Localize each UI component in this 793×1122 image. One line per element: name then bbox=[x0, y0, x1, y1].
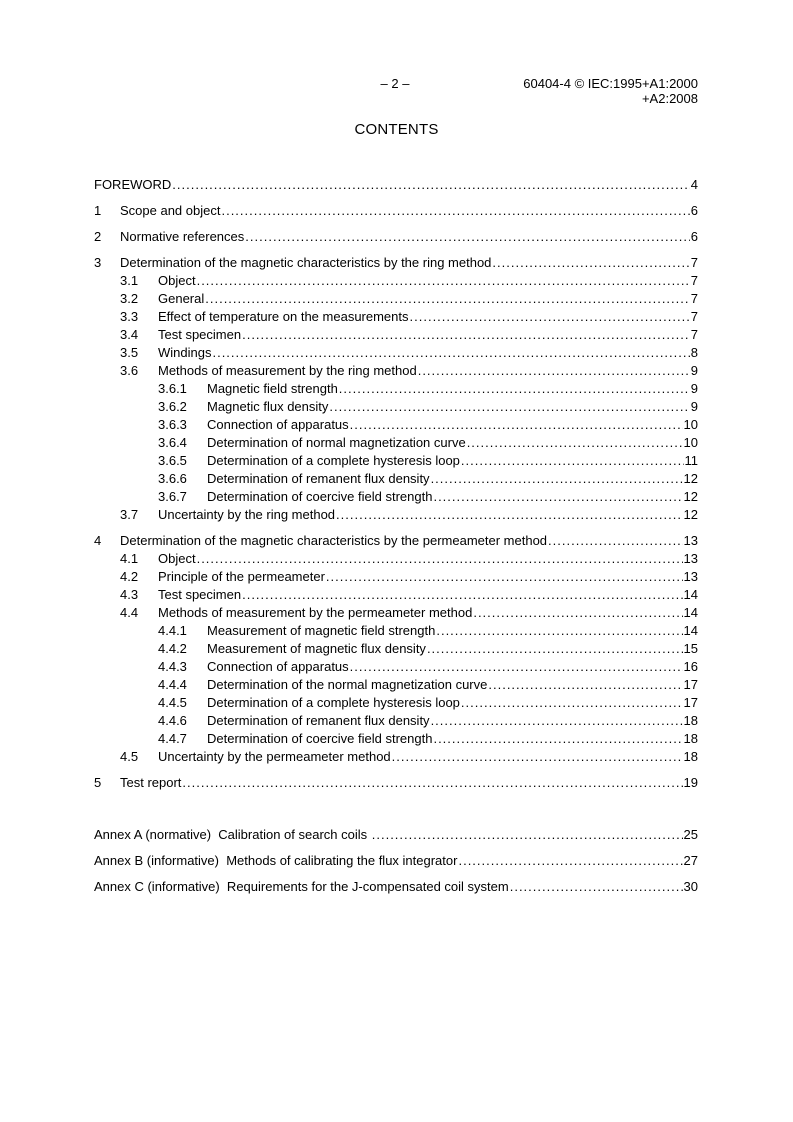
toc-title: Annex C (informative) Requirements for the J-compensated coil system bbox=[94, 879, 509, 894]
toc-leader bbox=[242, 586, 682, 604]
table-of-contents bbox=[94, 176, 698, 896]
toc-title: Measurement of magnetic field strength bbox=[207, 623, 436, 638]
toc-entry-1[interactable] bbox=[94, 202, 698, 220]
toc-entry-4-4-4[interactable] bbox=[94, 676, 698, 694]
toc-entry-3-3[interactable] bbox=[94, 308, 698, 326]
toc-page: 18 bbox=[683, 713, 698, 728]
toc-number: 1 bbox=[94, 203, 102, 218]
toc-entry-3-5[interactable] bbox=[94, 344, 698, 362]
toc-entry-3-7[interactable] bbox=[94, 506, 698, 524]
toc-leader bbox=[197, 550, 683, 568]
toc-leader bbox=[410, 308, 690, 326]
toc-title: Scope and object bbox=[120, 203, 221, 218]
toc-title: FOREWORD bbox=[94, 177, 172, 192]
toc-number: 5 bbox=[94, 775, 102, 790]
toc-leader bbox=[326, 568, 683, 586]
toc-title: Connection of apparatus bbox=[207, 659, 349, 674]
toc-page: 12 bbox=[683, 471, 698, 486]
toc-entry-4-4-7[interactable] bbox=[94, 730, 698, 748]
toc-page: 18 bbox=[683, 749, 698, 764]
toc-page: 7 bbox=[690, 309, 698, 324]
toc-number: 4.3 bbox=[120, 587, 139, 602]
toc-number: 4 bbox=[94, 533, 102, 548]
toc-leader bbox=[431, 470, 683, 488]
toc-leader bbox=[392, 748, 683, 766]
toc-leader bbox=[329, 398, 689, 416]
toc-page: 8 bbox=[690, 345, 698, 360]
toc-page: 10 bbox=[683, 417, 698, 432]
toc-entry-annex-b[interactable] bbox=[94, 852, 698, 870]
toc-number: 3.5 bbox=[120, 345, 139, 360]
toc-leader bbox=[221, 202, 689, 220]
toc-title: Effect of temperature on the measurements bbox=[158, 309, 409, 324]
toc-page: 14 bbox=[683, 605, 698, 620]
toc-entry-4-4-1[interactable] bbox=[94, 622, 698, 640]
toc-entry-3-6-5[interactable] bbox=[94, 452, 698, 470]
toc-number: 4.4 bbox=[120, 605, 139, 620]
toc-number: 3.2 bbox=[120, 291, 139, 306]
toc-title: Methods of measurement by the ring method bbox=[158, 363, 417, 378]
toc-entry-annex-a[interactable] bbox=[94, 826, 698, 844]
toc-entry-4-4-6[interactable] bbox=[94, 712, 698, 730]
toc-title: Connection of apparatus bbox=[207, 417, 349, 432]
toc-leader bbox=[242, 326, 690, 344]
toc-title: Windings bbox=[158, 345, 212, 360]
toc-entry-4-4-2[interactable] bbox=[94, 640, 698, 658]
toc-leader bbox=[172, 176, 689, 194]
toc-number: 3.6.5 bbox=[158, 453, 187, 468]
toc-leader bbox=[336, 506, 682, 524]
toc-page: 15 bbox=[683, 641, 698, 656]
toc-title: Determination of a complete hysteresis loop bbox=[207, 695, 460, 710]
toc-page: 6 bbox=[690, 229, 698, 244]
toc-number: 3.6.7 bbox=[158, 489, 187, 504]
toc-title: Determination of the magnetic characteristics by the ring method bbox=[120, 255, 492, 270]
toc-page: 12 bbox=[683, 489, 698, 504]
toc-number: 3 bbox=[94, 255, 102, 270]
toc-entry-3-6-7[interactable] bbox=[94, 488, 698, 506]
toc-page: 11 bbox=[684, 453, 698, 468]
toc-page: 9 bbox=[690, 363, 698, 378]
toc-title: Normative references bbox=[120, 229, 245, 244]
toc-page: 4 bbox=[690, 177, 698, 192]
toc-leader bbox=[548, 532, 682, 550]
toc-leader bbox=[418, 362, 690, 380]
toc-entry-4-4[interactable] bbox=[94, 604, 698, 622]
toc-title: General bbox=[158, 291, 205, 306]
toc-number: 4.4.5 bbox=[158, 695, 187, 710]
toc-title: Determination of the normal magnetization curve bbox=[207, 677, 488, 692]
toc-title: Determination of coercive field strength bbox=[207, 489, 433, 504]
toc-page: 25 bbox=[683, 827, 698, 842]
toc-entry-3-2[interactable] bbox=[94, 290, 698, 308]
toc-entry-3-6[interactable] bbox=[94, 362, 698, 380]
toc-leader bbox=[467, 434, 683, 452]
toc-title: Magnetic field strength bbox=[207, 381, 338, 396]
toc-number: 3.6.6 bbox=[158, 471, 187, 486]
toc-page: 17 bbox=[683, 677, 698, 692]
toc-entry-4-2[interactable] bbox=[94, 568, 698, 586]
toc-title: Determination of coercive field strength bbox=[207, 731, 433, 746]
toc-title: Principle of the permeameter bbox=[158, 569, 325, 584]
standard-line-2: +A2:2008 bbox=[641, 91, 698, 106]
toc-page: 7 bbox=[690, 273, 698, 288]
toc-page: 13 bbox=[683, 569, 698, 584]
toc-entry-4-5[interactable] bbox=[94, 748, 698, 766]
toc-entry-4-4-3[interactable] bbox=[94, 658, 698, 676]
toc-number: 3.4 bbox=[120, 327, 139, 342]
toc-title: Object bbox=[158, 273, 196, 288]
toc-title: Test specimen bbox=[158, 327, 242, 342]
toc-leader bbox=[350, 416, 683, 434]
toc-page: 7 bbox=[690, 291, 698, 306]
toc-number: 4.1 bbox=[120, 551, 139, 566]
toc-number: 3.6.2 bbox=[158, 399, 187, 414]
toc-title: Methods of measurement by the permeameter method bbox=[158, 605, 473, 620]
toc-number: 4.4.2 bbox=[158, 641, 187, 656]
toc-leader bbox=[473, 604, 682, 622]
toc-number: 4.5 bbox=[120, 749, 139, 764]
toc-page: 6 bbox=[690, 203, 698, 218]
toc-page: 10 bbox=[683, 435, 698, 450]
toc-number: 4.4.3 bbox=[158, 659, 187, 674]
toc-leader bbox=[433, 488, 682, 506]
toc-number: 4.2 bbox=[120, 569, 139, 584]
toc-title: Determination of normal magnetization curve bbox=[207, 435, 466, 450]
toc-leader bbox=[461, 694, 683, 712]
toc-entry-3-1[interactable] bbox=[94, 272, 698, 290]
toc-number: 3.6.4 bbox=[158, 435, 187, 450]
toc-number: 3.7 bbox=[120, 507, 139, 522]
toc-page: 27 bbox=[683, 853, 698, 868]
toc-leader bbox=[461, 452, 684, 470]
toc-number: 2 bbox=[94, 229, 102, 244]
toc-entry-2[interactable] bbox=[94, 228, 698, 246]
toc-entry-4-4-5[interactable] bbox=[94, 694, 698, 712]
toc-title: Test specimen bbox=[158, 587, 242, 602]
toc-title: Determination of remanent flux density bbox=[207, 471, 430, 486]
toc-entry-3-6-3[interactable] bbox=[94, 416, 698, 434]
toc-entry-3-6-2[interactable] bbox=[94, 398, 698, 416]
toc-entry-3-6-4[interactable] bbox=[94, 434, 698, 452]
toc-entry-3-4[interactable] bbox=[94, 326, 698, 344]
toc-page: 12 bbox=[683, 507, 698, 522]
toc-title: Determination of the magnetic characteristics by the permeameter method bbox=[120, 533, 548, 548]
toc-leader bbox=[197, 272, 690, 290]
toc-number: 4.4.7 bbox=[158, 731, 187, 746]
standard-designation bbox=[470, 76, 698, 106]
toc-page: 30 bbox=[683, 879, 698, 894]
toc-entry-annex-c[interactable] bbox=[94, 878, 698, 896]
toc-page: 13 bbox=[683, 551, 698, 566]
toc-number: 3.6.3 bbox=[158, 417, 187, 432]
toc-leader bbox=[350, 658, 683, 676]
toc-page: 9 bbox=[690, 399, 698, 414]
toc-entry-4-3[interactable] bbox=[94, 586, 698, 604]
toc-page: 7 bbox=[690, 327, 698, 342]
toc-page: 7 bbox=[690, 255, 698, 270]
toc-number: 3.6.1 bbox=[158, 381, 187, 396]
toc-leader bbox=[245, 228, 689, 246]
toc-entry-3[interactable] bbox=[94, 254, 698, 272]
toc-page: 14 bbox=[683, 587, 698, 602]
toc-title: Measurement of magnetic flux density bbox=[207, 641, 426, 656]
toc-leader bbox=[427, 640, 683, 658]
toc-number: 4.4.4 bbox=[158, 677, 187, 692]
toc-number: 3.6 bbox=[120, 363, 139, 378]
toc-leader bbox=[205, 290, 690, 308]
toc-leader bbox=[510, 878, 683, 896]
contents-title: CONTENTS bbox=[354, 121, 439, 138]
toc-number: 3.3 bbox=[120, 309, 139, 324]
toc-entry-3-6-6[interactable] bbox=[94, 470, 698, 488]
toc-page: 16 bbox=[683, 659, 698, 674]
toc-leader bbox=[339, 380, 690, 398]
toc-page: 14 bbox=[683, 623, 698, 638]
toc-page: 17 bbox=[683, 695, 698, 710]
toc-leader bbox=[372, 826, 683, 844]
toc-title: Uncertainty by the ring method bbox=[158, 507, 336, 522]
toc-title: Uncertainty by the permeameter method bbox=[158, 749, 391, 764]
toc-number: 4.4.1 bbox=[158, 623, 187, 638]
toc-leader bbox=[433, 730, 682, 748]
toc-page: 9 bbox=[690, 381, 698, 396]
toc-entry-foreword[interactable] bbox=[94, 176, 698, 194]
standard-line-1: 60404-4 © IEC:1995+A1:2000 bbox=[523, 76, 698, 91]
toc-leader bbox=[488, 676, 682, 694]
toc-entry-3-6-1[interactable] bbox=[94, 380, 698, 398]
toc-title: Annex A (normative) Calibration of search coils bbox=[94, 827, 371, 842]
toc-title: Object bbox=[158, 551, 196, 566]
toc-number: 3.1 bbox=[120, 273, 139, 288]
toc-title: Magnetic flux density bbox=[207, 399, 329, 414]
toc-title: Determination of remanent flux density bbox=[207, 713, 430, 728]
toc-entry-4[interactable] bbox=[94, 532, 698, 550]
toc-leader bbox=[436, 622, 682, 640]
toc-page: 18 bbox=[683, 731, 698, 746]
toc-leader bbox=[182, 774, 682, 792]
toc-leader bbox=[458, 852, 682, 870]
toc-page: 19 bbox=[683, 775, 698, 790]
toc-leader bbox=[492, 254, 689, 272]
page-number: – 2 – bbox=[380, 76, 410, 91]
toc-leader bbox=[212, 344, 689, 362]
toc-page: 13 bbox=[683, 533, 698, 548]
toc-leader bbox=[431, 712, 683, 730]
toc-entry-5[interactable] bbox=[94, 774, 698, 792]
toc-number: 4.4.6 bbox=[158, 713, 187, 728]
toc-title: Annex B (informative) Methods of calibrating the flux integrator bbox=[94, 853, 458, 868]
toc-entry-4-1[interactable] bbox=[94, 550, 698, 568]
toc-title: Test report bbox=[120, 775, 182, 790]
toc-title: Determination of a complete hysteresis loop bbox=[207, 453, 460, 468]
